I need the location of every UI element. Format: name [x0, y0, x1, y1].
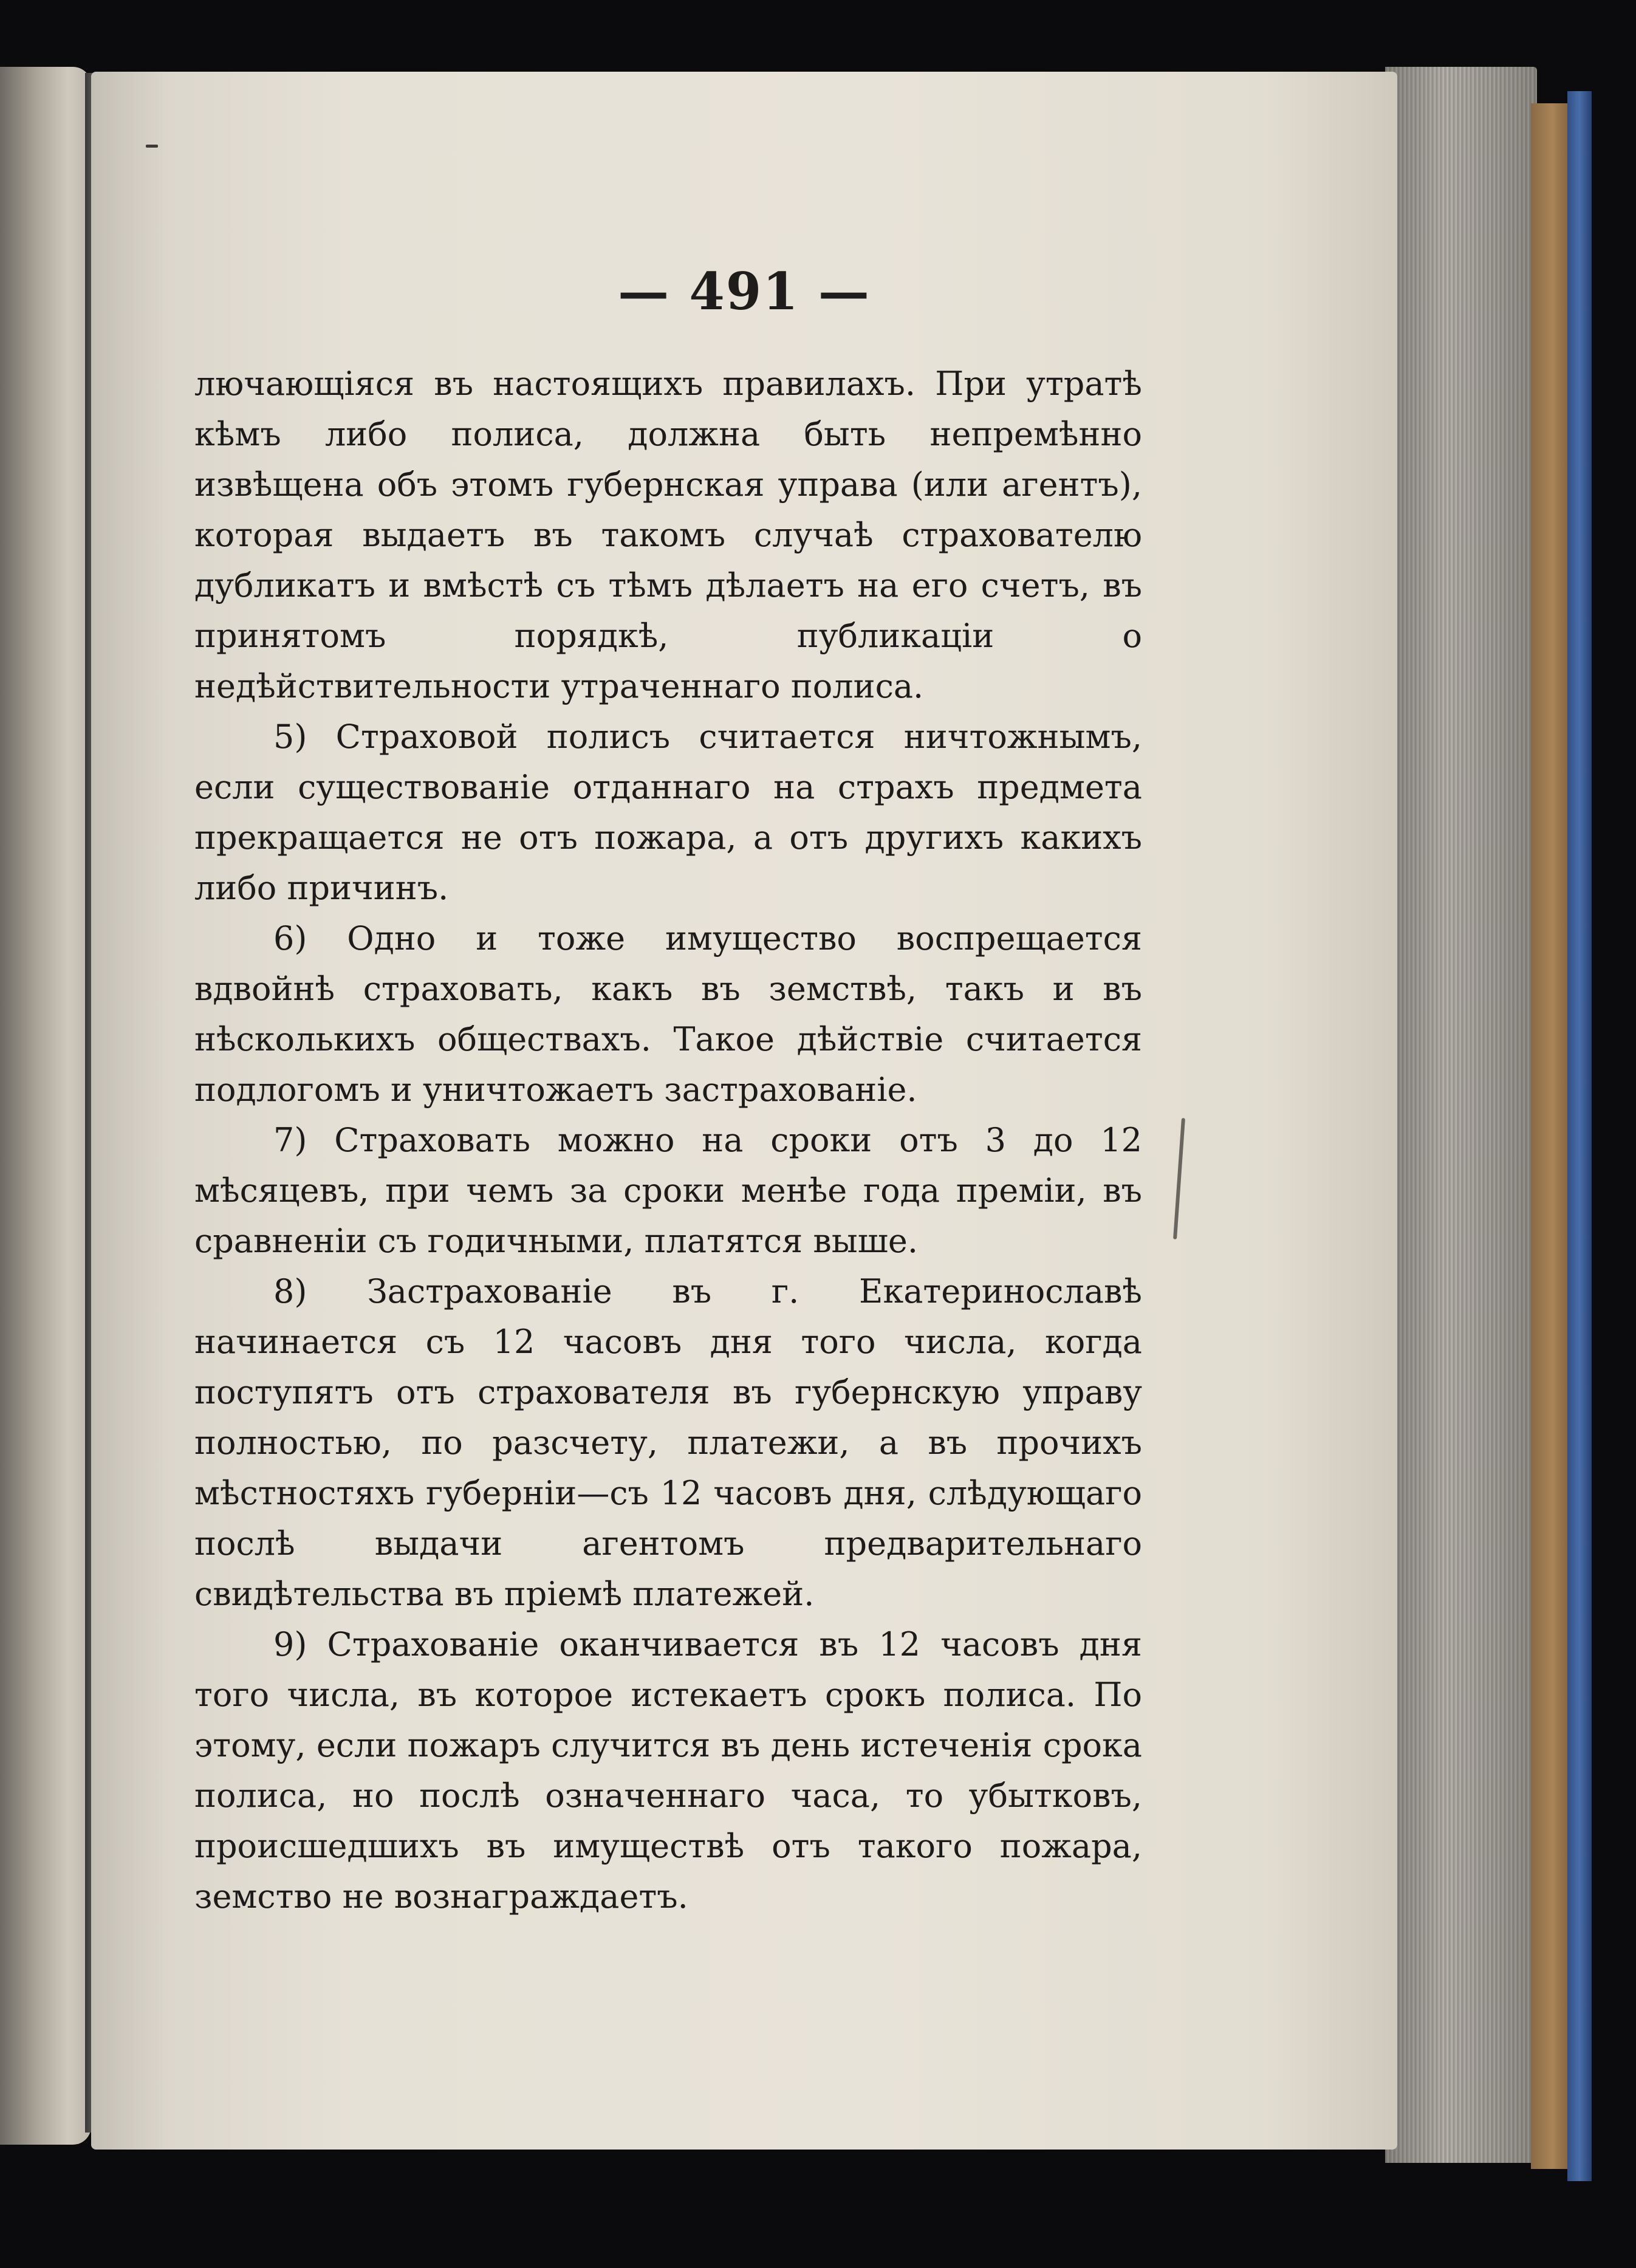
- page-number: — 491 —: [618, 261, 871, 321]
- page-stack-shade: [1385, 67, 1537, 2163]
- previous-page-edge: [0, 67, 91, 2145]
- paragraph-continuation: лючающіяся въ настоящихъ правилахъ. При утратѣ кѣмъ либо полиса, должна быть непремѣнно извѣщена объ этомъ губернская управа (или агентъ), которая выдаетъ въ такомъ случаѣ страхователю дубликатъ и вмѣстѣ съ тѣмъ дѣлаетъ на его счетъ, въ принятомъ порядкѣ, публикаціи о недѣйствительности утраченнаго полиса.: [194, 365, 1142, 705]
- blue-cover-edge: [1567, 91, 1592, 2181]
- paragraph-item-8: 8) Застрахованіе въ г. Екатеринославѣ начинается съ 12 часовъ дня того числа, когда поступятъ отъ страхователя въ губернскую управу полностью, по разсчету, платежи, а въ прочихъ мѣстностяхъ губерніи—съ 12 часовъ дня, слѣдующаго послѣ выдачи агентомъ предварительнаго свидѣтельства въ пріемѣ платежей.: [194, 1272, 1142, 1613]
- paragraph-item-6: 6) Одно и тоже имущество воспрещается вдвойнѣ страховать, какъ въ земствѣ, такъ и въ нѣсколькихъ обществахъ. Такое дѣйствіе считается подлогомъ и уничтожаетъ застрахованіе.: [194, 919, 1142, 1109]
- paragraph-item-9: 9) Страхованіе оканчивается въ 12 часовъ дня того числа, въ которое истекаетъ срокъ полиса. По этому, если пожаръ случится въ день истеченія срока полиса, но послѣ означеннаго часа, то убытковъ, происшедшихъ въ имуществѣ отъ такого пожара, земство не вознаграждаетъ.: [194, 1625, 1142, 1916]
- paragraph-item-5: 5) Страховой полисъ считается ничтожнымъ, если существованіе отданнаго на страхъ предмета прекращается не отъ пожара, а отъ другихъ какихъ либо причинъ.: [194, 718, 1142, 907]
- margin-dash-mark: [146, 145, 158, 148]
- paragraph-item-7: 7) Страховать можно на сроки отъ 3 до 12 мѣсяцевъ, при чемъ за сроки менѣе года преміи, въ сравненіи съ годичными, платятся выше.: [194, 1121, 1142, 1260]
- page-body: [194, 358, 1142, 1922]
